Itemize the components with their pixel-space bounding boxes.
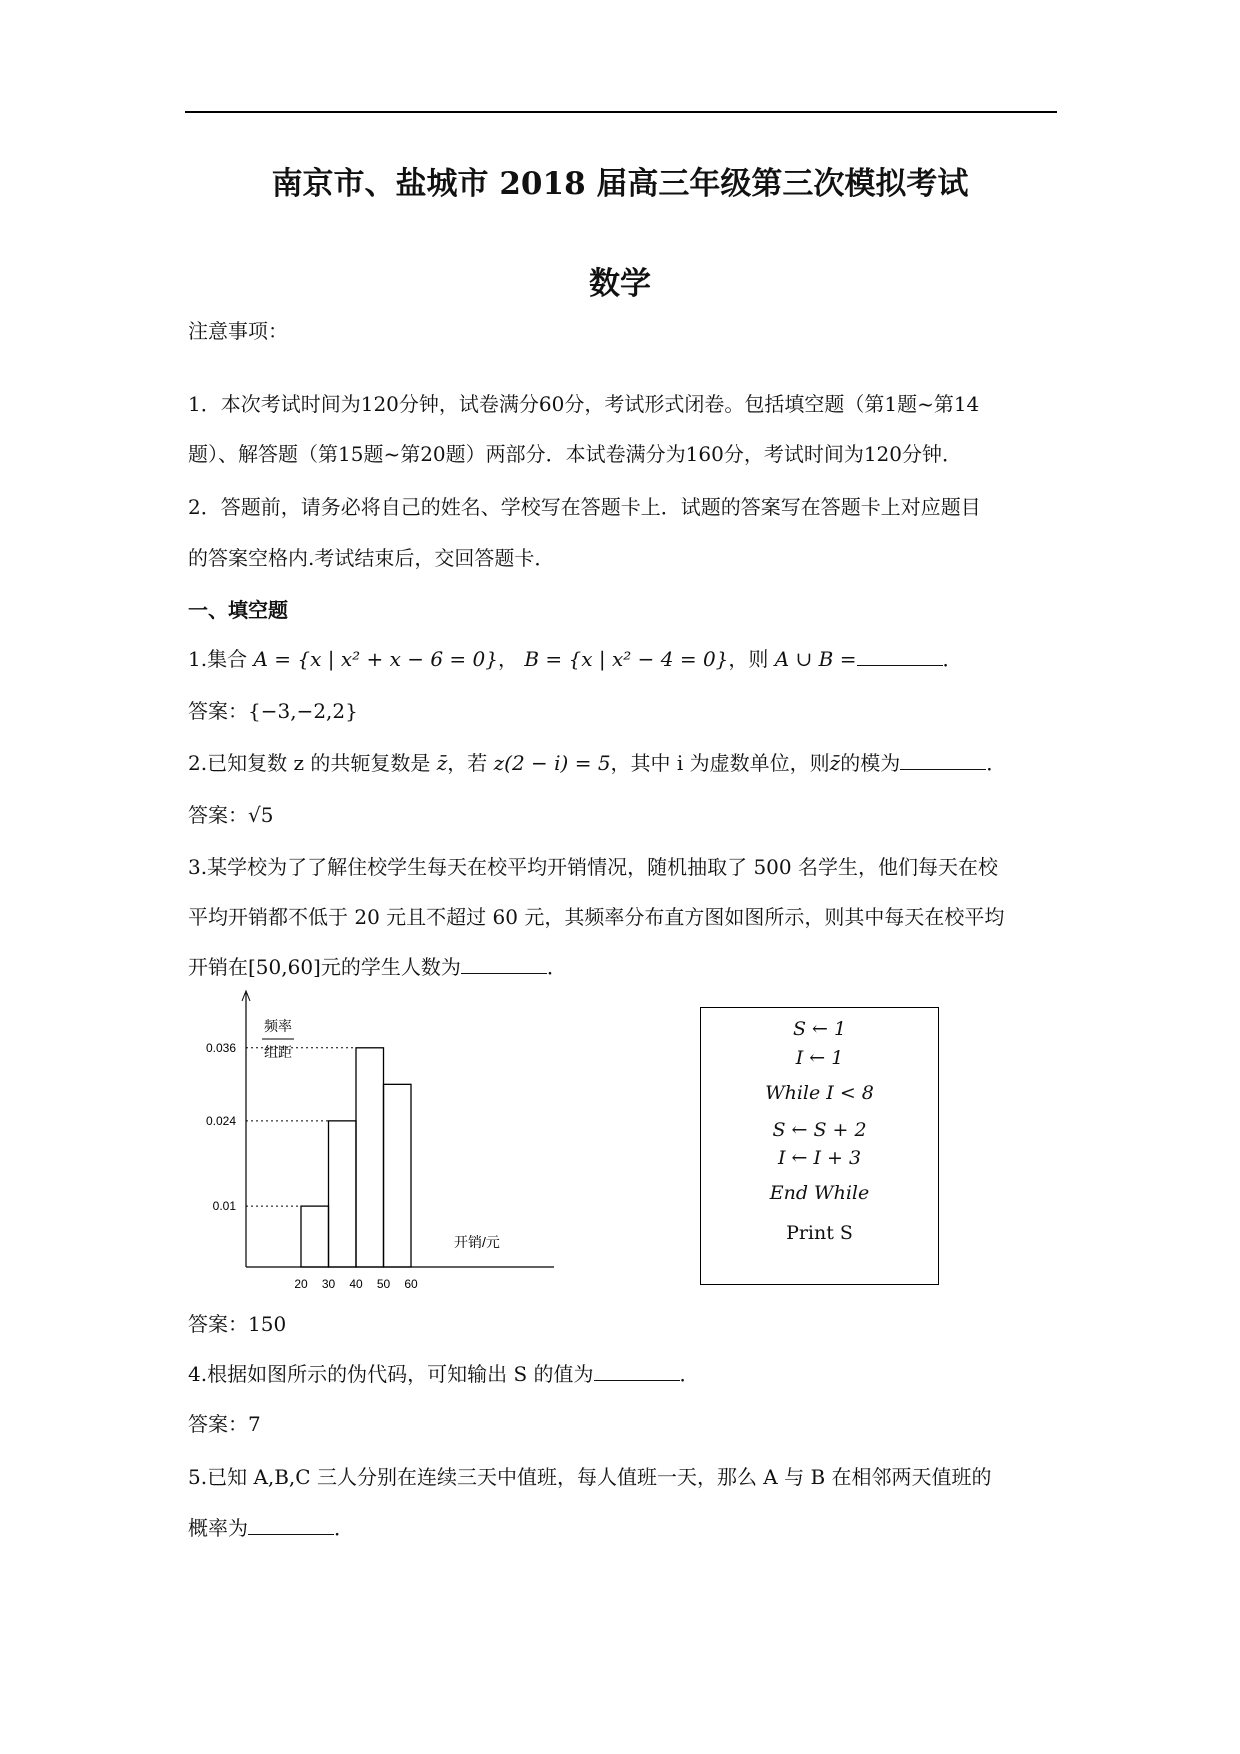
x-axis-label: 开销/元 <box>454 1234 500 1250</box>
q2-answer-label: 答案： <box>188 803 248 827</box>
q2-text-c: ，其中 i 为虚数单位，则 <box>610 751 830 775</box>
note-2-line-b: 的答案空格内.考试结束后，交回答题卡． <box>188 546 555 570</box>
q3-answer <box>188 1310 286 1338</box>
q3-end: ． <box>546 955 567 979</box>
q5-line-2 <box>188 1514 354 1542</box>
pseudocode-box <box>700 1007 939 1285</box>
q1-mid: ，则 <box>728 647 769 671</box>
q2-text-d: 的模为 <box>840 751 901 775</box>
note-1-line-b: 题）、解答题（第15题~第20题）两部分．本试卷满分为160分，考试时间为120分钟． <box>188 442 963 466</box>
q3-line-1: 3.某学校为了了解住校学生每天在校平均开销情况，随机抽取了 500 名学生，他们每天在校 <box>188 855 998 879</box>
q2-text-b: ，若 <box>447 751 488 775</box>
x-tick-label-40: 40 <box>349 1277 363 1291</box>
y-label-bottom: 组距 <box>264 1044 292 1060</box>
section-heading: 一、填空题 <box>188 598 288 622</box>
note-1-line-a: 1．本次考试时间为120分钟，试卷满分60分，考试形式闭卷。包括填空题（第1题~第14 <box>188 392 980 416</box>
x-tick-label-50: 50 <box>376 1277 391 1291</box>
notes-label: 注意事项： <box>188 319 288 343</box>
top-rule <box>185 111 1057 113</box>
q3-line-3-text: 开销在[50,60]元的学生人数为 <box>188 955 461 979</box>
code-line-1: S ← 1 <box>792 1018 847 1040</box>
code-line-4: S ← S + 2 <box>772 1119 867 1141</box>
q5-line-2-text: 概率为 <box>188 1516 248 1540</box>
q4-answer <box>188 1410 261 1438</box>
q2-zbar-2: z̄ <box>829 751 841 775</box>
y-tick-label-0.01: 0.01 <box>212 1199 236 1214</box>
q1-answer <box>188 697 358 725</box>
q3-answer-label: 答案： <box>188 1312 248 1336</box>
question-1 <box>188 645 963 673</box>
q5-end: ． <box>334 1516 354 1540</box>
q5-line-1: 5.已知 A,B,C 三人分别在连续三天中值班，每人值班一天，那么 A 与 B 在相邻两天值班的 <box>188 1465 992 1489</box>
q4-answer-blank[interactable] <box>594 1360 680 1381</box>
q1-answer-value: {−3,−2,2} <box>248 699 358 723</box>
code-line-3: While I < 8 <box>765 1082 874 1104</box>
code-line-7: Print S <box>786 1222 853 1244</box>
subject-title: 数学 <box>589 266 651 302</box>
q3-answer-blank[interactable] <box>461 953 547 974</box>
q2-text-a: 2.已知复数 z 的共轭复数是 <box>188 751 431 775</box>
q4-answer-label: 答案： <box>188 1412 248 1436</box>
histogram-chart <box>180 985 560 1295</box>
y-tick-label-0.036: 0.036 <box>205 1040 236 1055</box>
q4-text: 4.根据如图所示的伪代码，可知输出 S 的值为 <box>188 1362 594 1386</box>
page-title: 南京市、盐城市 2018 届高三年级第三次模拟考试 <box>271 166 969 202</box>
x-tick-label-30: 30 <box>321 1277 336 1291</box>
histogram-bar-50-60 <box>384 1084 412 1267</box>
q2-answer-value: √5 <box>248 803 274 827</box>
note-2-line-a: 2．答题前，请务必将自己的姓名、学校写在答题卡上．试题的答案写在答题卡上对应题目 <box>188 495 981 519</box>
q3-line-3 <box>188 953 567 981</box>
q1-answer-label: 答案： <box>188 699 248 723</box>
code-line-5: I ← I + 3 <box>777 1147 862 1169</box>
x-tick-label-20: 20 <box>294 1277 308 1291</box>
q2-zbar: z̄ <box>436 751 448 775</box>
q2-answer <box>188 801 273 829</box>
q2-equation: z(2 − i) = 5 <box>493 751 611 775</box>
code-line-6: End While <box>769 1182 870 1204</box>
q1-answer-blank[interactable] <box>857 645 943 666</box>
q1-prefix: 1.集合 <box>188 647 248 671</box>
q4-answer-value: 7 <box>248 1412 261 1436</box>
y-label-top: 频率 <box>264 1018 292 1034</box>
histogram-bar-40-50 <box>356 1048 384 1267</box>
q3-line-2: 平均开销都不低于 20 元且不超过 60 元，其频率分布直方图如图所示，则其中每天在校平均 <box>188 905 1005 929</box>
q3-answer-value: 150 <box>248 1312 287 1336</box>
code-line-2: I ← 1 <box>795 1047 844 1069</box>
q1-set-b: B = {x | x² − 4 = 0} <box>524 647 729 671</box>
x-tick-label-60: 60 <box>404 1277 418 1291</box>
y-tick-label-0.024: 0.024 <box>205 1113 236 1128</box>
q1-set-a: A = {x | x² + x − 6 = 0} <box>253 647 498 671</box>
histogram-bar-20-30 <box>301 1206 329 1267</box>
q2-end: ． <box>986 751 1007 775</box>
q4-end: ． <box>679 1362 700 1386</box>
q5-answer-blank[interactable] <box>248 1514 334 1535</box>
question-2 <box>188 749 1006 777</box>
histogram-bar-30-40 <box>329 1121 357 1267</box>
question-4 <box>188 1360 700 1388</box>
q1-end: ． <box>942 647 963 671</box>
q1-sep: ， <box>498 647 518 671</box>
q1-expr: A ∪ B = <box>774 647 857 671</box>
q2-answer-blank[interactable] <box>900 749 986 770</box>
